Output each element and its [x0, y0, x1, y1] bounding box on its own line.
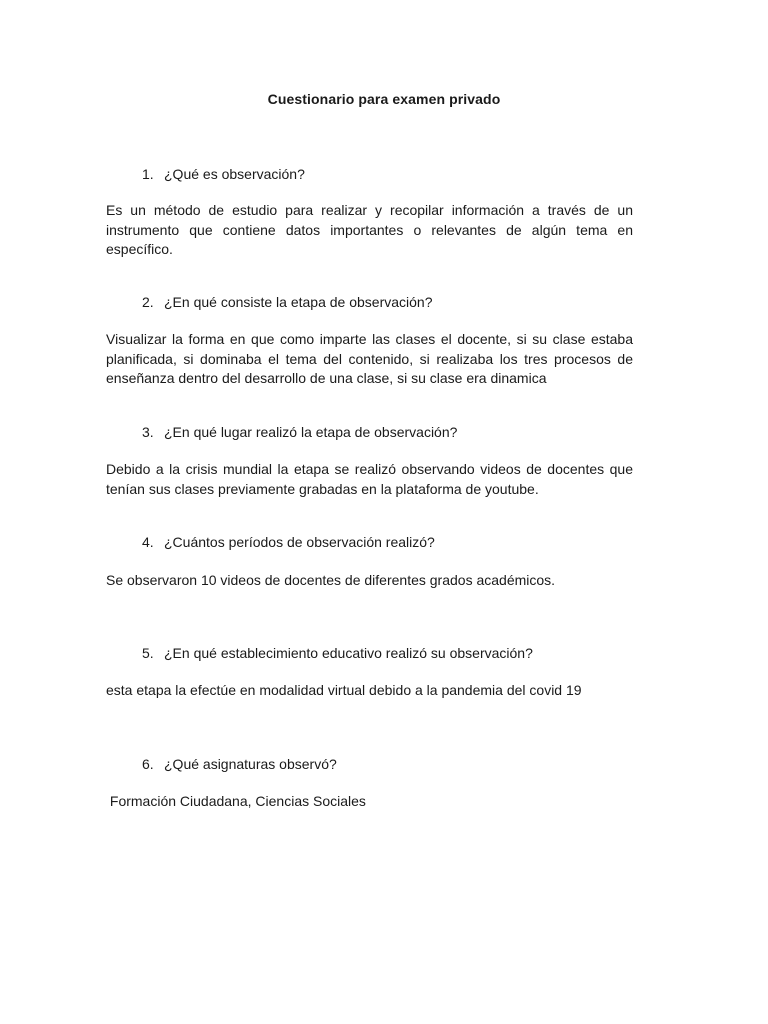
- question-2: [142, 294, 433, 310]
- answer-1: Es un método de estudio para realizar y recopilar información a través de un instrumento que contiene datos importantes o relevantes de algún tema en específico.: [106, 202, 633, 257]
- question-text: ¿En qué consiste la etapa de observación?: [164, 294, 433, 310]
- question-text: ¿Cuántos períodos de observación realizó?: [164, 534, 435, 550]
- answer-3: Debido a la crisis mundial la etapa se realizó observando videos de docentes que tenían sus clases previamente grabadas en la plataforma de youtube.: [106, 461, 633, 497]
- answer-2: Visualizar la forma en que como imparte las clases el docente, si su clase estaba planificada, si dominaba el tema del contenido, si realizaba los tres procesos de enseñanza dentro del desarrollo de una clase, si su clase era dinamica: [106, 331, 633, 386]
- document-title: Cuestionario para examen privado: [267, 91, 501, 107]
- question-text: ¿En qué lugar realizó la etapa de observación?: [164, 424, 458, 440]
- question-text: ¿En qué establecimiento educativo realizó su observación?: [164, 645, 533, 661]
- question-number: 1.: [142, 166, 154, 182]
- question-4: [142, 534, 435, 550]
- question-number: 5.: [142, 645, 154, 661]
- question-number: 2.: [142, 294, 154, 310]
- answer-4: Se observaron 10 videos de docentes de diferentes grados académicos.: [106, 572, 556, 588]
- question-text: ¿Qué asignaturas observó?: [164, 756, 337, 772]
- question-number: 3.: [142, 424, 154, 440]
- question-text: ¿Qué es observación?: [164, 166, 305, 182]
- question-1: [142, 166, 305, 182]
- question-number: 6.: [142, 756, 154, 772]
- question-number: 4.: [142, 534, 154, 550]
- answer-6: Formación Ciudadana, Ciencias Sociales: [106, 793, 366, 809]
- question-6: [142, 756, 337, 772]
- answer-5: esta etapa la efectúe en modalidad virtual debido a la pandemia del covid 19: [106, 682, 582, 698]
- question-3: [142, 424, 457, 440]
- question-5: [142, 645, 533, 661]
